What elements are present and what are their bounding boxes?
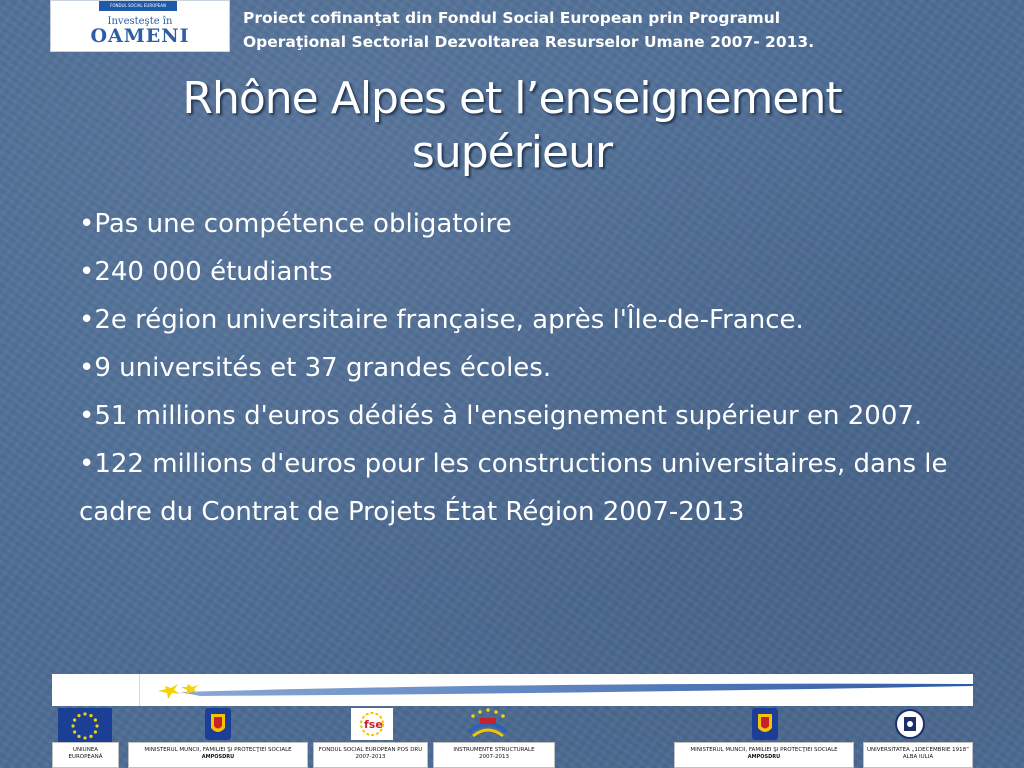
university-crest-icon: [894, 706, 926, 742]
bullet-list: [79, 200, 979, 536]
bullet-item: •122 millions d'euros pour les constructions universitaires, dans le cadre du Contrat de Projets État Région 2007-2013: [79, 449, 948, 527]
footer-labels: [0, 742, 1024, 768]
footer-label-ministry: [674, 742, 854, 768]
label-line: UNIVERSITATEA „1DECEMBRIE 1918”: [867, 747, 969, 753]
bullet-item: •240 000 étudiants: [79, 257, 333, 287]
slide-title-line-2: supérieur: [411, 127, 613, 178]
label-line: UNIUNEA: [72, 747, 99, 753]
footer-label-instruments: [433, 742, 555, 768]
label-line: ALBA IULIA: [902, 754, 934, 760]
project-header: [243, 6, 1013, 54]
header-line-1: Proiect cofinanţat din Fondul Social European prin Programul: [243, 9, 781, 27]
footer-banner: [52, 674, 973, 706]
star-swoosh-icon: [140, 674, 973, 706]
banner-cell: [52, 674, 140, 706]
footer-label-eu: [52, 742, 119, 768]
romania-coat-of-arms-icon: [750, 706, 780, 742]
structural-instruments-icon: [463, 706, 513, 742]
footer-label-ministry: [128, 742, 308, 768]
slide-title-line-1: Rhône Alpes et l’enseignement: [182, 73, 842, 124]
svg-text:fse: fse: [364, 718, 383, 731]
label-sub: AMPOSDRU: [747, 754, 781, 760]
label-line: EUROPEANĂ: [68, 754, 103, 760]
footer-logos: [0, 706, 1024, 746]
footer-label-university: [863, 742, 973, 768]
label-line: MINISTERUL MUNCII, FAMILIEI ŞI PROTECŢIEI SOCIALE: [144, 747, 292, 753]
bullet-item: •51 millions d'euros dédiés à l'enseignement supérieur en 2007.: [79, 401, 923, 431]
logo-wordmark: OAMENI: [90, 25, 190, 47]
logo-tagline: Investeşte în: [107, 16, 173, 27]
label-sub: AMPOSDRU: [201, 754, 235, 760]
label-line: 2007-2013: [355, 754, 386, 760]
footer-label-fse: [313, 742, 428, 768]
label-line: INSTRUMENTE STRUCTURALE: [453, 747, 535, 753]
label-line: MINISTERUL MUNCII, FAMILIEI ŞI PROTECŢIEI SOCIALE: [690, 747, 838, 753]
bullet-item: •Pas une compétence obligatoire: [79, 209, 512, 239]
label-line: FONDUL SOCIAL EUROPEAN POS DRU: [318, 747, 423, 753]
eu-flag-icon: [58, 706, 112, 742]
romania-coat-of-arms-icon: [203, 706, 233, 742]
header-line-2: Operaţional Sectorial Dezvoltarea Resurselor Umane 2007- 2013.: [243, 33, 815, 51]
bullet-item: •9 universités et 37 grandes écoles.: [79, 353, 552, 383]
oameni-logo: [50, 0, 230, 52]
label-line: 2007-2013: [479, 754, 509, 760]
fse-logo-icon: [350, 706, 394, 742]
slide-title: [40, 72, 984, 180]
bullet-item: •2e région universitaire française, après l'Île-de-France.: [79, 305, 804, 335]
logo-top-band: FONDUL SOCIAL EUROPEAN: [99, 1, 177, 11]
